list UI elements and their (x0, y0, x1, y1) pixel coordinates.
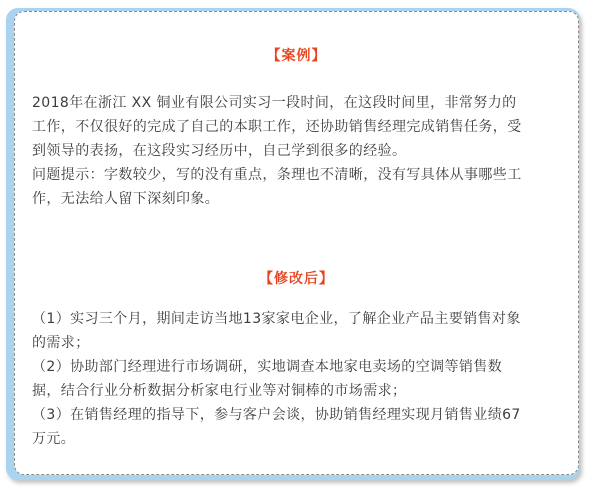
revised-heading: 【修改后】 (259, 271, 334, 287)
revised-item-1: （1）实习三个月，期间走访当地13家家电企业，了解企业产品主要销售对象 的需求； (32, 311, 521, 351)
case-paragraph: 2018年在浙江 XX 铜业有限公司实习一段时间，在这段时间里，非常努力的 工作，不仅很好的完成了自己的本职工作，还协助销售经理完成销售任务，受 到领导的表扬，在这段实习经历中，自己学到很多的经验。 (32, 95, 522, 159)
problem-hint: 问题提示：字数较少，写的没有重点，条理也不清晰，没有写具体从事哪些工 作，无法给人留下深刻印象。 (32, 167, 522, 207)
revised-item-2: （2）协助部门经理进行市场调研，实地调查本地家电卖场的空调等销售数 据，结合行业分析数据分析家电行业等对铜棒的市场需求； (32, 359, 503, 399)
content-card (14, 11, 579, 475)
revised-item-3: （3）在销售经理的指导下，参与客户会谈，协助销售经理实现月销售业绩67 万元。 (32, 407, 521, 447)
case-heading: 【案例】 (266, 48, 327, 64)
